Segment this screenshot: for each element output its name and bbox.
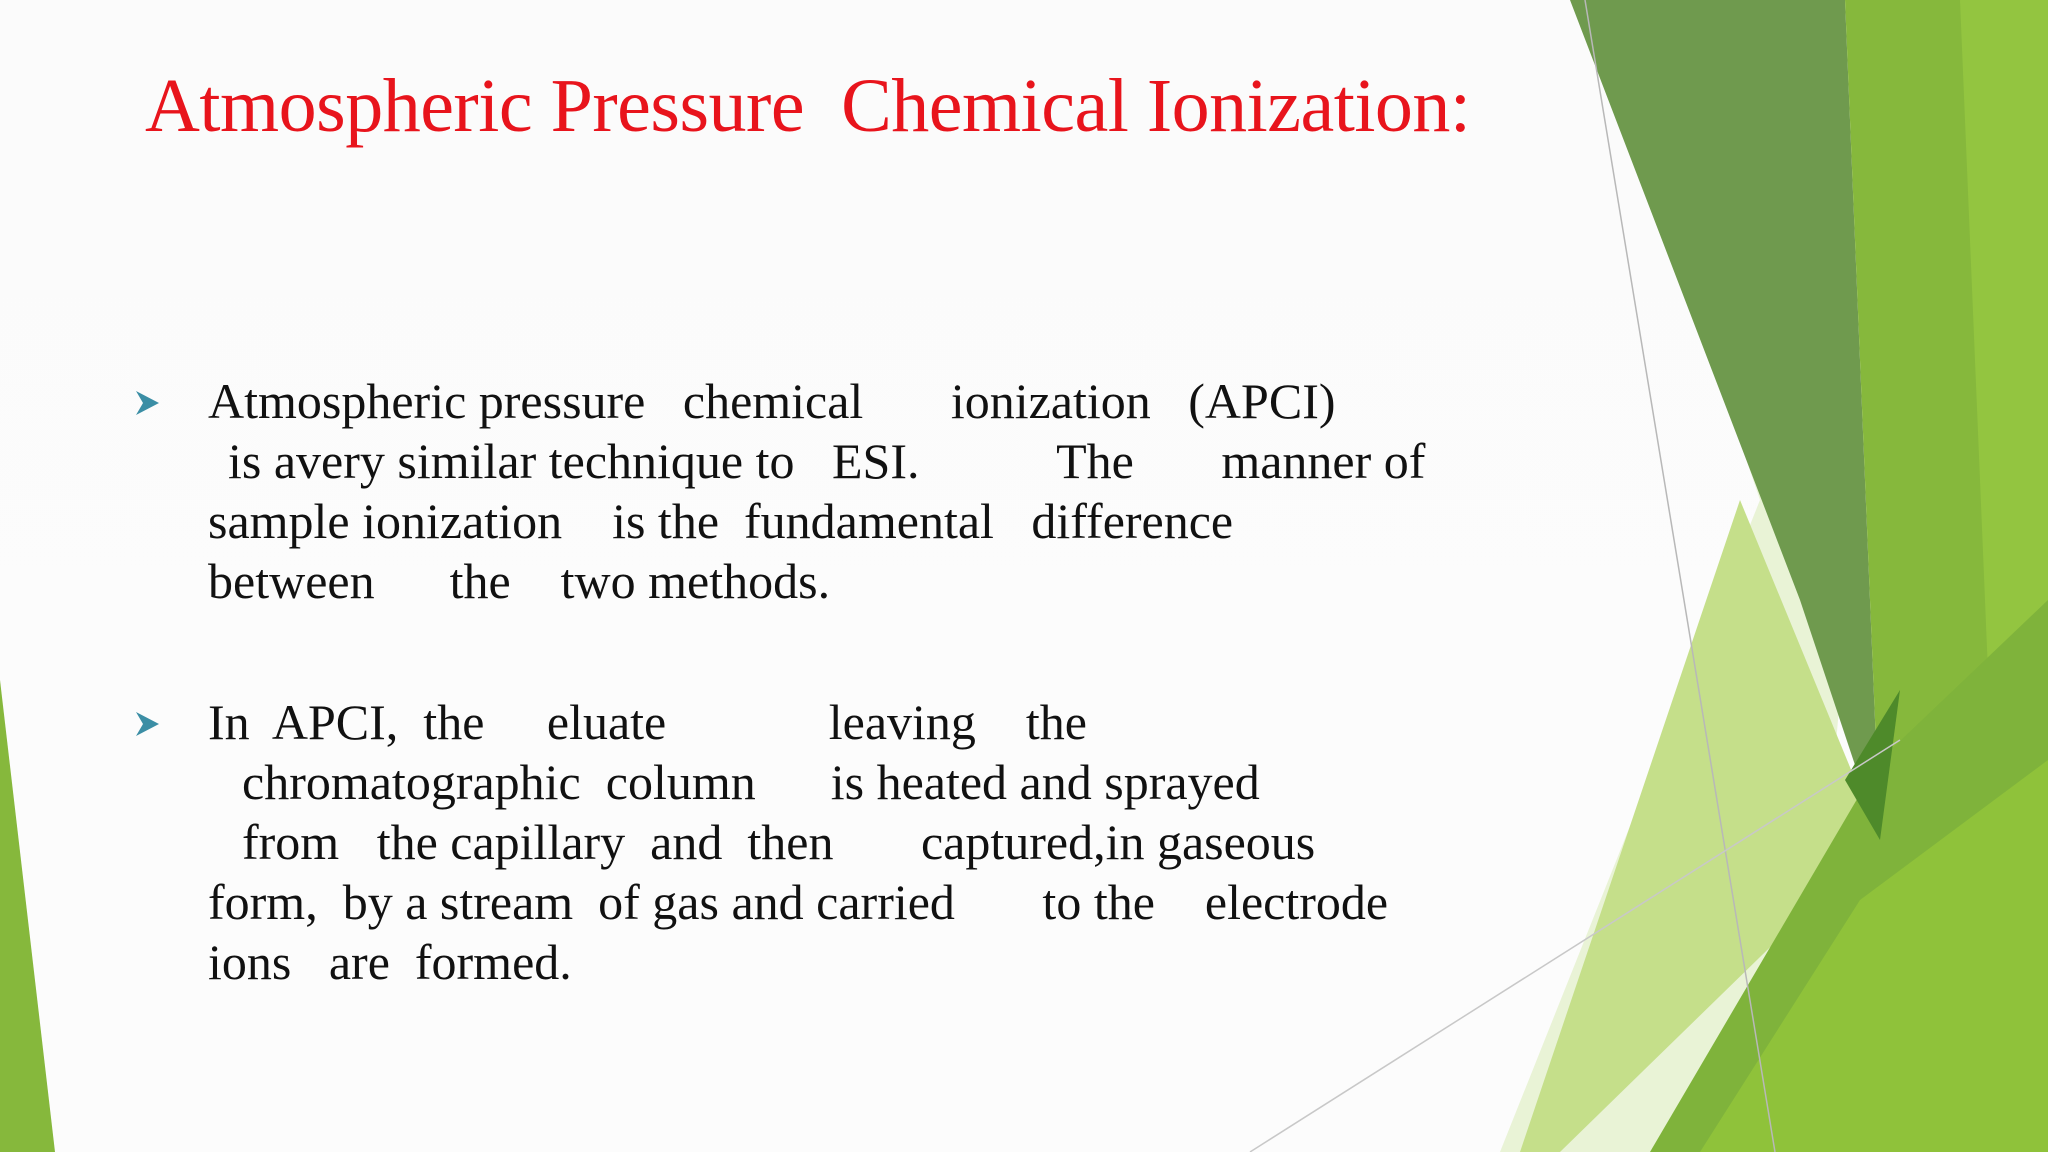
bullet-1-line-2: is avery similar technique to ESI. The manner of xyxy=(228,433,1426,489)
bullet-2-line-1: In APCI, the eluate leaving the xyxy=(208,694,1088,750)
green-shape-left xyxy=(0,680,55,1152)
slide-title: Atmospheric Pressure Chemical Ionization: xyxy=(145,64,1471,148)
bullet-2-line-4: form, by a stream of gas and carried to the electrode xyxy=(208,874,1389,930)
arrow-bullet-icon xyxy=(132,709,162,739)
bullet-2-line-3: from the capillary and then captured,in gaseous xyxy=(242,814,1316,870)
arrow-bullet-icon xyxy=(132,388,162,418)
bullet-1-line-1: Atmospheric pressure chemical ionization (APCI) xyxy=(208,373,1336,429)
bullet-2-line-2: chromatographic column is heated and sprayed xyxy=(242,754,1260,810)
bullet-1-line-4: between the two methods. xyxy=(208,553,831,609)
bullet-2-line-5: ions are formed. xyxy=(208,934,572,990)
bullet-1-line-3: sample ionization is the fundamental difference xyxy=(208,493,1234,549)
